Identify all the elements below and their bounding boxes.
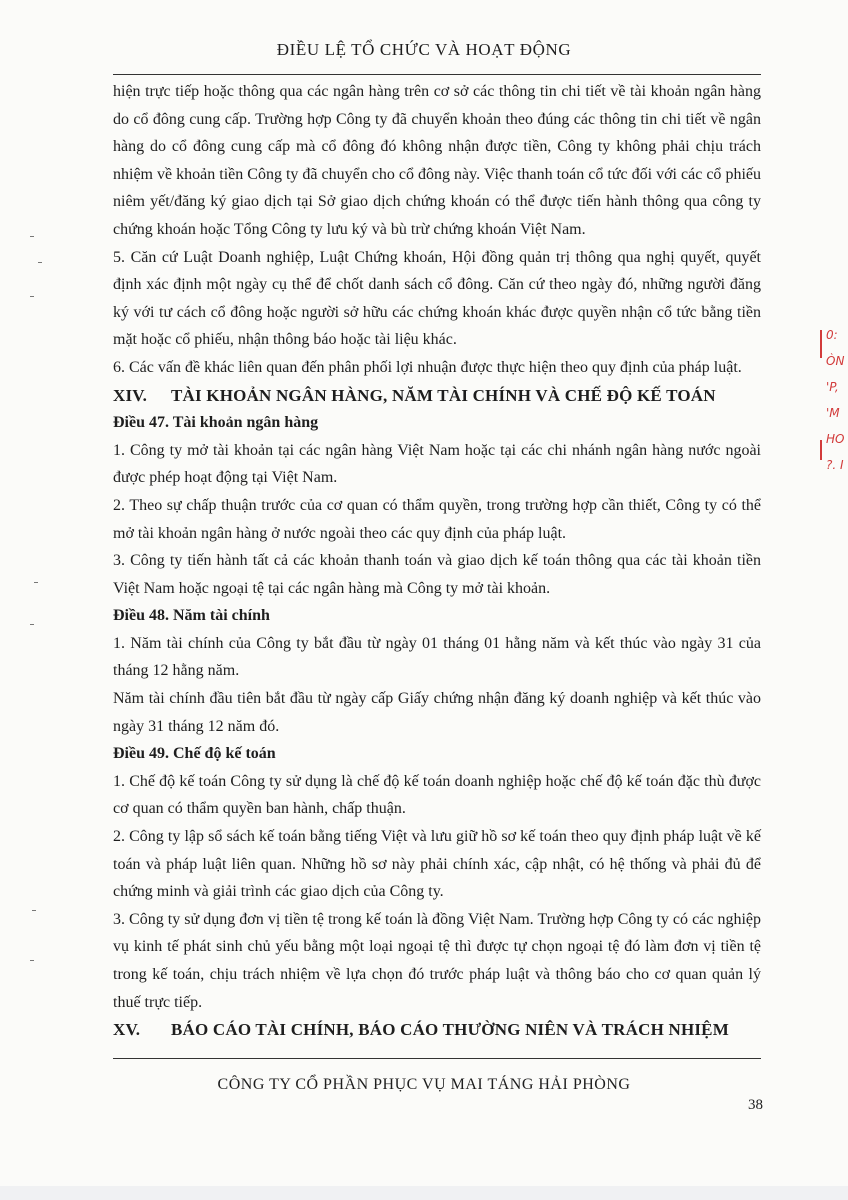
stamp-text: HO [826,432,845,446]
item-5-paragraph: 5. Căn cứ Luật Doanh nghiệp, Luật Chứng khoán, Hội đồng quản trị thông qua nghị quyết, quyết định xác định một ngày cụ thể để chốt danh sách cổ đông. Căn cứ theo ngày đó, những người đăng ký với tư cách cổ đông hoặc người sở hữu các chứng khoán khác được quyền nhận cổ tức bằng tiền mặt hoặc cổ phiếu, nhận thông báo hoặc tài liệu khác. [113,248,761,349]
article-47-clause-1: 1. Công ty mở tài khoản tại các ngân hàng Việt Nam hoặc tại các chi nhánh ngân hàng nước ngoài được phép hoạt động tại Việt Nam. [113,441,761,487]
article-49-clause-1: 1. Chế độ kế toán Công ty sử dụng là chế độ kế toán doanh nghiệp hoặc chế độ kế toán đặc thù được cơ quan có thẩm quyền ban hành, chấp thuận. [113,772,761,818]
stamp-edge-mark [820,330,822,358]
scan-speck [30,296,34,297]
stamp-text: 0: [826,328,838,342]
red-stamp-fragment [826,322,848,478]
item-6-paragraph: 6. Các vấn đề khác liên quan đến phân phối lợi nhuận được thực hiện theo quy định của pháp luật. [113,358,742,376]
chapter-14-title: TÀI KHOẢN NGÂN HÀNG, NĂM TÀI CHÍNH VÀ CHẾ ĐỘ KẾ TOÁN [171,385,716,405]
article-47-clause-2: 2. Theo sự chấp thuận trước của cơ quan có thẩm quyền, trong trường hợp cần thiết, Công ty có thể mở tài khoản ngân hàng ở nước ngoài theo các quy định của pháp luật. [113,496,761,542]
stamp-text: 'P, [826,380,839,394]
document-body [113,78,761,1044]
chapter-14-number: XIV. [113,385,148,405]
chapter-15-heading [113,1016,761,1044]
stamp-edge-mark [820,440,822,460]
footer-company-name: CÔNG TY CỔ PHẦN PHỤC VỤ MAI TÁNG HẢI PHÒNG [217,1076,631,1093]
article-49-heading: Điều 49. Chế độ kế toán [113,745,276,763]
scan-speck [34,582,38,583]
chapter-15-number: XV. [113,1020,141,1040]
article-48-clause-1: 1. Năm tài chính của Công ty bắt đầu từ ngày 01 tháng 01 hằng năm và kết thúc vào ngày 31 của tháng 12 hằng năm. [113,634,761,680]
scan-bottom-edge [0,1186,848,1200]
chapter-14-heading [113,382,761,410]
page-number: 38 [748,1097,763,1113]
document-header-title: ĐIỀU LỆ TỔ CHỨC VÀ HOẠT ĐỘNG [276,40,572,59]
article-49-clause-2: 2. Công ty lập sổ sách kế toán bằng tiếng Việt và lưu giữ hồ sơ kế toán theo quy định pháp luật về kế toán và pháp luật liên quan. Những hồ sơ này phải chính xác, cập nhật, có hệ thống và phải đủ để chứng minh và giải trình các giao dịch của Công ty. [113,828,761,901]
scan-speck [38,262,42,263]
article-48-heading: Điều 48. Năm tài chính [113,607,270,625]
footer-rule [113,1058,761,1059]
article-49-clause-3: 3. Công ty sử dụng đơn vị tiền tệ trong kế toán là đồng Việt Nam. Trường hợp Công ty có các nghiệp vụ kinh tế phát sinh chủ yếu bằng một loại ngoại tệ thì được tự chọn ngoại tệ đó làm đơn vị tiền tệ trong kế toán, chịu trách nhiệm về lựa chọn đó trước pháp luật và thông báo cho cơ quan quản lý thuế trực tiếp. [113,910,761,1011]
article-48-clause-2: Năm tài chính đầu tiên bắt đầu từ ngày cấp Giấy chứng nhận đăng ký doanh nghiệp và kết thúc vào ngày 31 tháng 12 năm đó. [113,690,761,735]
stamp-text: 'M [826,406,840,420]
scan-speck [30,236,34,237]
stamp-text: ?. I [826,458,844,472]
scan-speck [32,910,36,911]
header-rule [113,74,761,75]
stamp-text: ÒN [826,354,845,368]
chapter-15-title: BÁO CÁO TÀI CHÍNH, BÁO CÁO THƯỜNG NIÊN VÀ TRÁCH NHIỆM [171,1020,729,1040]
scan-speck [30,624,34,625]
article-47-clause-3: 3. Công ty tiến hành tất cả các khoản thanh toán và giao dịch kế toán thông qua các tài khoản tiền Việt Nam hoặc ngoại tệ tại các ngân hàng mà Công ty mở tài khoản. [113,552,761,597]
article-47-heading: Điều 47. Tài khoản ngân hàng [113,414,319,432]
scan-speck [30,960,34,961]
intro-paragraph: hiện trực tiếp hoặc thông qua các ngân hàng trên cơ sở các thông tin chi tiết về tài khoản ngân hàng do cổ đông cung cấp. Trường hợp Công ty đã chuyển khoản theo đúng các thông tin chi tiết về ngân hàng do cổ đông cung cấp mà cổ đông đó không nhận được tiền, Công ty không phải chịu trách nhiệm về khoản tiền Công ty đã chuyển cho cổ đông này. Việc thanh toán cổ tức đối với các cổ phiếu niêm yết/đăng ký giao dịch tại Sở giao dịch chứng khoán có thể được tiến hành thông qua công ty chứng khoán hoặc Tổng Công ty lưu ký và bù trừ chứng khoán Việt Nam. [113,83,761,238]
